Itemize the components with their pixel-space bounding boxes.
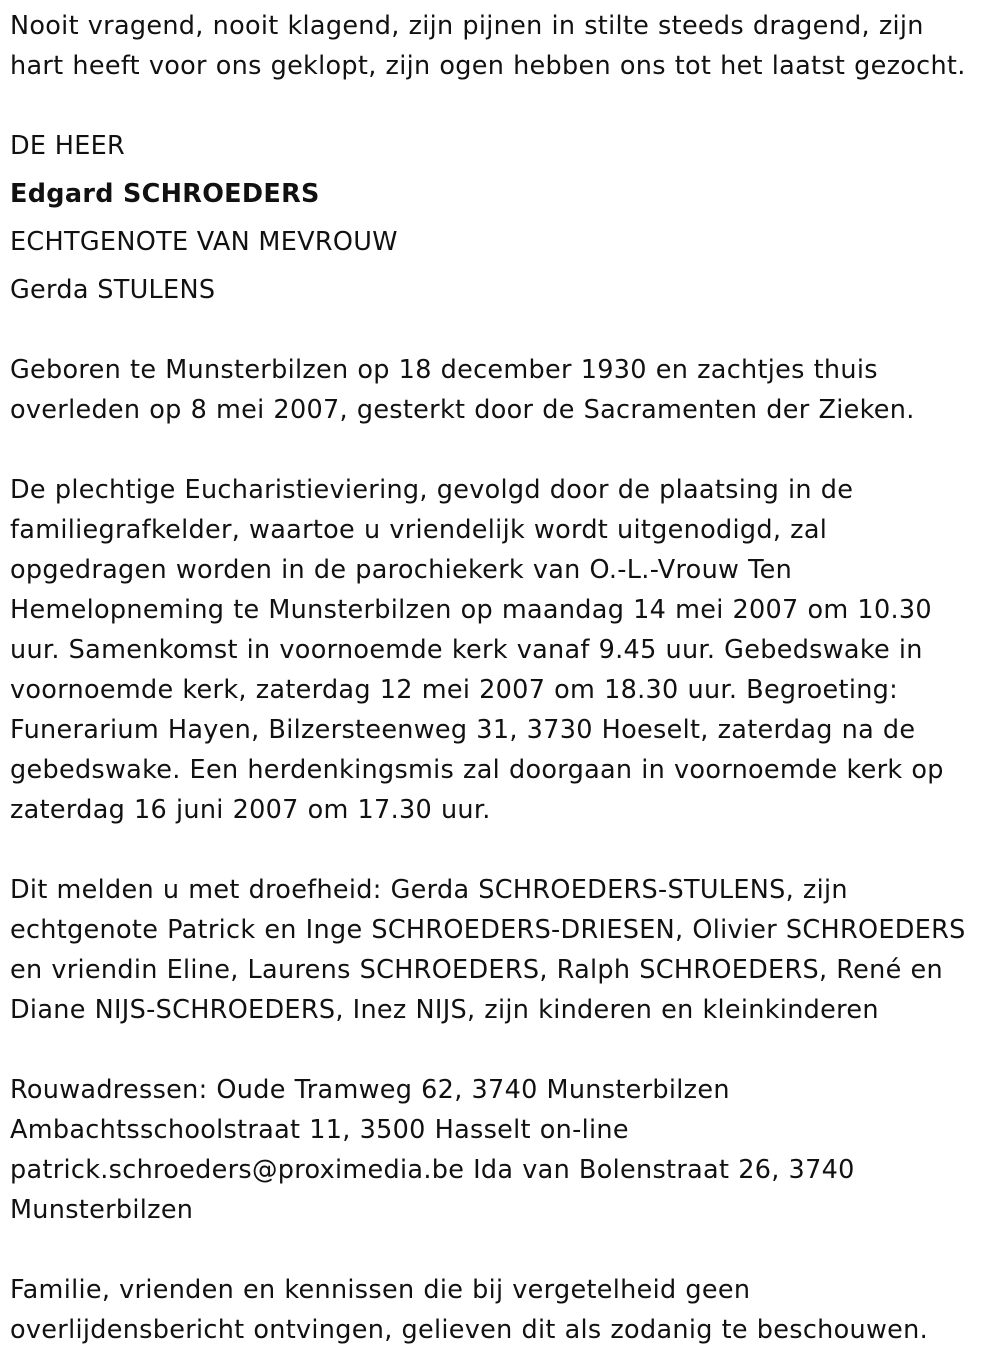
address-line: Ambachtsschoolstraat 11, 3500 Hasselt on-line — [10, 1115, 629, 1145]
family-line: echtgenote Patrick en Inge SCHROEDERS-DRIESEN, Olivier SCHROEDERS — [10, 915, 966, 945]
ceremony-line: familiegrafkelder, waartoe u vriendelijk wordt uitgenodigd, zal — [10, 515, 828, 545]
family-line: en vriendin Eline, Laurens SCHROEDERS, Ralph SCHROEDERS, René en — [10, 955, 943, 985]
motto-line: Nooit vragend, nooit klagend, zijn pijnen in stilte steeds dragend, zijn — [10, 11, 924, 41]
deceased-relation: ECHTGENOTE VAN MEVROUW — [10, 227, 398, 257]
ceremony-line: zaterdag 16 juni 2007 om 17.30 uur. — [10, 795, 491, 825]
family-line: Diane NIJS-SCHROEDERS, Inez NIJS, zijn kinderen en kleinkinderen — [10, 995, 879, 1025]
notice-line: Familie, vrienden en kennissen die bij vergetelheid geen — [10, 1275, 751, 1305]
motto-line: hart heeft voor ons geklopt, zijn ogen hebben ons tot het laatst gezocht. — [10, 51, 966, 81]
addresses-paragraph — [10, 1070, 990, 1230]
motto-paragraph — [10, 6, 990, 86]
ceremony-line: opgedragen worden in de parochiekerk van O.-L.-Vrouw Ten — [10, 555, 793, 585]
ceremony-line: uur. Samenkomst in voornoemde kerk vanaf 9.45 uur. Gebedswake in — [10, 635, 923, 665]
birth-death-line: Geboren te Munsterbilzen op 18 december 1930 en zachtjes thuis — [10, 355, 878, 385]
ceremony-line: Funerarium Hayen, Bilzersteenweg 31, 3730 Hoeselt, zaterdag na de — [10, 715, 916, 745]
ceremony-line: voornoemde kerk, zaterdag 12 mei 2007 om 18.30 uur. Begroeting: — [10, 675, 899, 705]
notice-paragraph — [10, 1270, 990, 1350]
ceremony-line: Hemelopneming te Munsterbilzen op maandag 14 mei 2007 om 10.30 — [10, 595, 932, 625]
notice-line: overlijdensbericht ontvingen, gelieven dit als zodanig te beschouwen. — [10, 1315, 929, 1345]
family-paragraph — [10, 870, 990, 1030]
address-line: Munsterbilzen — [10, 1195, 194, 1225]
deceased-title: DE HEER — [10, 131, 126, 161]
birth-death-line: overleden op 8 mei 2007, gesterkt door de Sacramenten der Zieken. — [10, 395, 915, 425]
ceremony-line: gebedswake. Een herdenkingsmis zal doorgaan in voornoemde kerk op — [10, 755, 944, 785]
address-line: patrick.schroeders@proximedia.be Ida van Bolenstraat 26, 3740 — [10, 1155, 855, 1185]
family-line: Dit melden u met droefheid: Gerda SCHROEDERS-STULENS, zijn — [10, 875, 848, 905]
address-line: Rouwadressen: Oude Tramweg 62, 3740 Munsterbilzen — [10, 1075, 730, 1105]
spouse-name: Gerda STULENS — [10, 275, 216, 305]
birth-death-paragraph — [10, 350, 990, 430]
ceremony-line: De plechtige Eucharistieviering, gevolgd door de plaatsing in de — [10, 475, 854, 505]
deceased-name: Edgard SCHROEDERS — [10, 179, 320, 209]
ceremony-paragraph — [10, 470, 990, 830]
